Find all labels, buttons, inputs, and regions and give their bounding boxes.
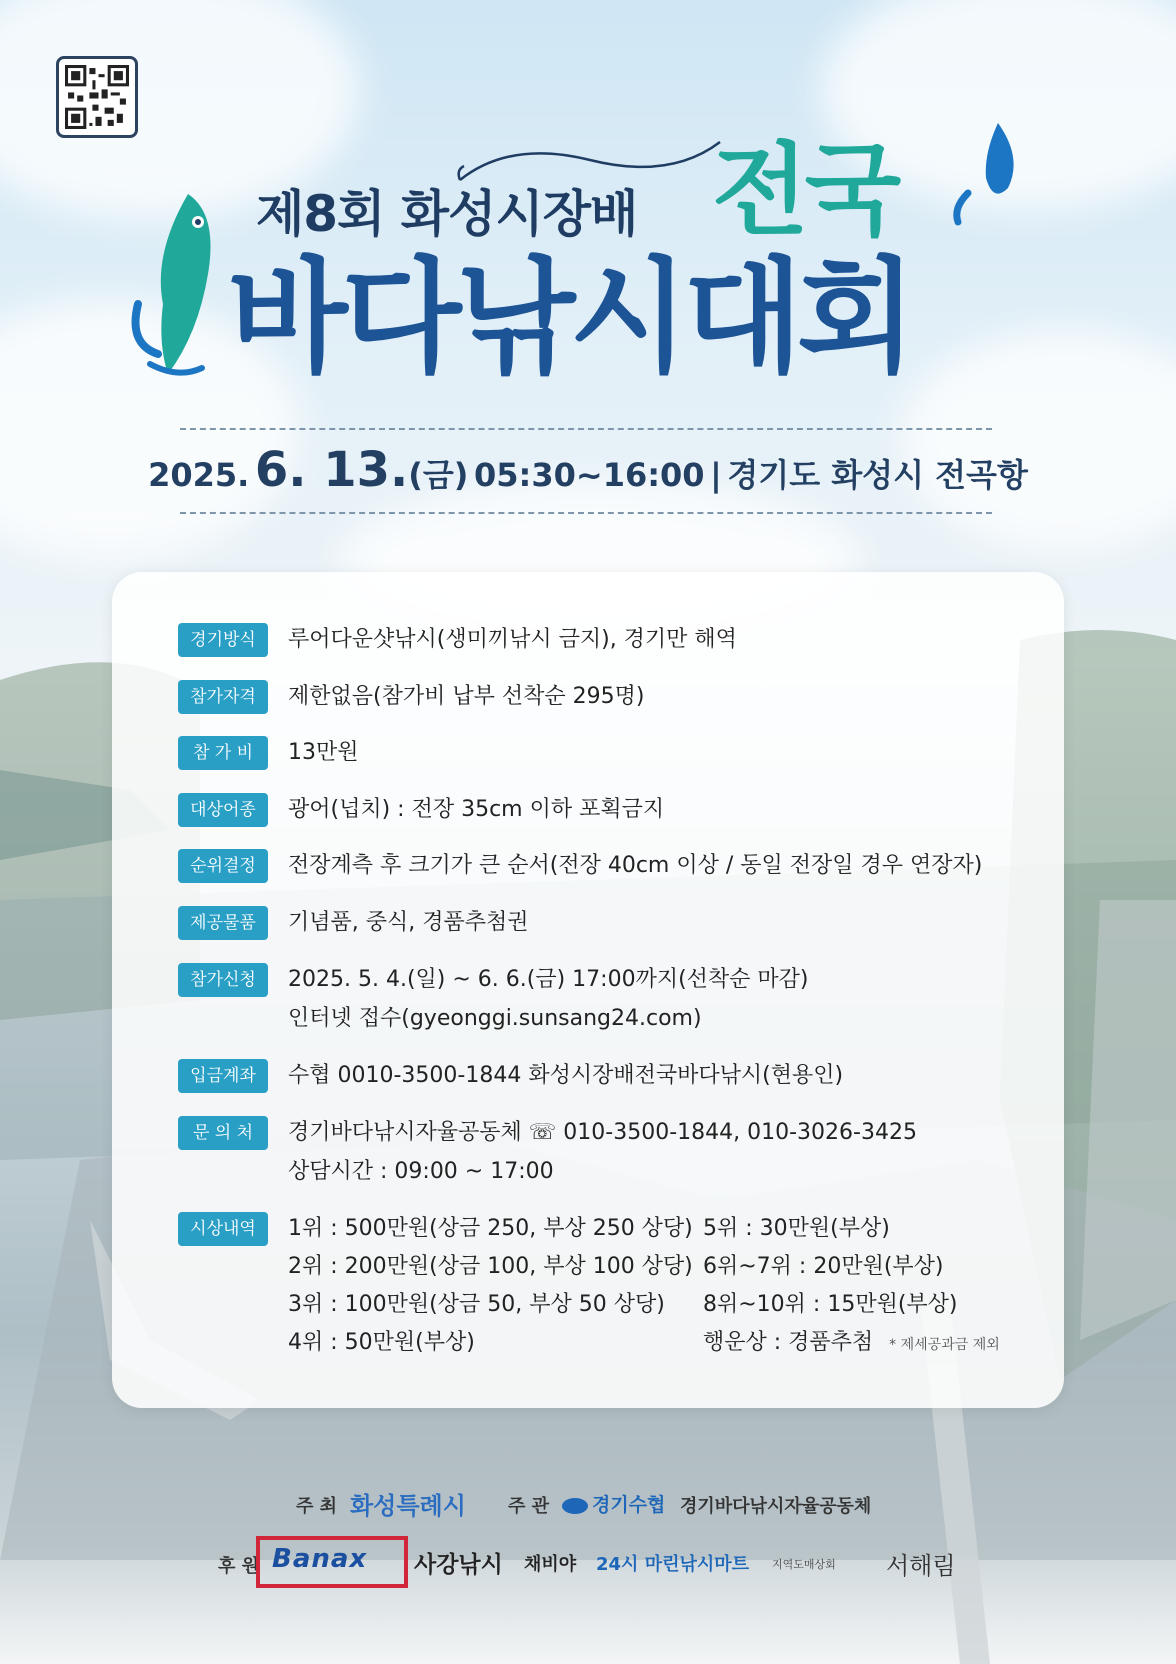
event-separator: |: [710, 456, 722, 494]
detail-label: 입금계좌: [178, 1059, 268, 1093]
detail-value: 전장계측 후 크기가 큰 순서(전장 40cm 이상 / 동일 전장일 경우 연장자): [288, 853, 983, 878]
sponsor-logo-wholesale: 지역도매상회: [772, 1558, 836, 1571]
sponsor-logo-sagang: 사강낚시: [414, 1552, 503, 1578]
prize-item: 5위 : 30만원(부상): [703, 1216, 890, 1241]
tax-note: * 제세공과금 제외: [889, 1337, 1000, 1353]
detail-label: 경기방식: [178, 623, 268, 657]
prize-item: 2위 : 200만원(상금 100, 부상 100 상당): [288, 1254, 693, 1279]
detail-label: 대상어종: [178, 793, 268, 827]
prize-item: 6위~7위 : 20만원(부상): [703, 1254, 944, 1279]
detail-value: 2025. 5. 4.(일) ~ 6. 6.(금) 17:00까지(선착순 마감): [288, 967, 809, 992]
detail-value: 루어다운샷낚시(생미끼낚시 금지), 경기만 해역: [288, 627, 737, 652]
sponsor-logo-chaebiya: 채비야: [524, 1554, 577, 1575]
detail-label: 순위결정: [178, 849, 268, 883]
detail-label: 문 의 처: [178, 1116, 268, 1150]
title-line2: 바다낚시대회: [228, 246, 911, 390]
event-date-line: [0, 442, 1176, 498]
organizer-1-text: 경기수협: [592, 1494, 666, 1516]
detail-value-2: 상담시간 : 09:00 ~ 17:00: [288, 1159, 554, 1184]
detail-label: 참가신청: [178, 963, 268, 997]
sponsor-logo-marine-mart: 24시 마린낚시마트: [596, 1554, 750, 1575]
organizer-logo-1: [562, 1490, 665, 1517]
host-logo: 화성특례시: [350, 1492, 466, 1520]
detail-value: 수협 0010-3500-1844 화성시장배전국바다낚시(현용인): [288, 1063, 844, 1088]
organizer-label: 주 관: [508, 1496, 550, 1517]
qr-code[interactable]: [56, 56, 138, 138]
prize-lucky-text: 행운상 : 경품추첨: [703, 1330, 874, 1355]
divider-top: [180, 428, 992, 430]
detail-value: 기념품, 중식, 경품추첨권: [288, 910, 529, 935]
title-highlight: 전국: [712, 132, 898, 249]
detail-value-2[interactable]: 인터넷 접수(gyeonggi.sunsang24.com): [288, 1006, 702, 1031]
prizes-label: 시상내역: [178, 1212, 268, 1246]
detail-value: 광어(넙치) : 전장 35cm 이하 포획금지: [288, 797, 665, 822]
suhyup-icon: [562, 1498, 588, 1514]
organizer-logo-2: 경기바다낚시자율공동체: [680, 1496, 872, 1517]
prize-item: 8위~10위 : 15만원(부상): [703, 1292, 958, 1317]
fish-icon: [128, 184, 224, 384]
event-weekday: (금): [408, 456, 469, 494]
prize-item: 4위 : 50만원(부상): [288, 1330, 475, 1355]
sponsor-label: 후 원: [218, 1556, 260, 1577]
detail-value: 제한없음(참가비 납부 선착순 295명): [288, 684, 645, 709]
event-year: 2025.: [148, 456, 250, 494]
qr-code-icon: [65, 65, 129, 129]
title-line1: 제8회 화성시장배: [256, 185, 638, 243]
detail-label: 참가자격: [178, 680, 268, 714]
event-time: 05:30~16:00: [474, 456, 705, 494]
detail-label: 제공물품: [178, 906, 268, 940]
event-month-day: 6. 13.: [254, 442, 409, 498]
detail-value: 13만원: [288, 740, 359, 765]
divider-bottom: [180, 512, 992, 514]
detail-value: 경기바다낚시자율공동체 ☏ 010-3500-1844, 010-3026-3425: [288, 1120, 917, 1145]
host-label: 주 최: [296, 1496, 338, 1517]
event-location: 경기도 화성시 전곡항: [727, 456, 1028, 494]
sponsor-logo-banax: Banax: [272, 1544, 368, 1574]
prize-item: 1위 : 500만원(상금 250, 부상 250 상당): [288, 1216, 693, 1241]
water-splash-icon: [948, 118, 1028, 228]
sponsor-logo-seohaerim: 서해림: [886, 1552, 956, 1580]
detail-label: 참 가 비: [178, 736, 268, 770]
prize-item-lucky: [703, 1324, 1000, 1364]
prize-item: 3위 : 100만원(상금 50, 부상 50 상당): [288, 1292, 665, 1317]
